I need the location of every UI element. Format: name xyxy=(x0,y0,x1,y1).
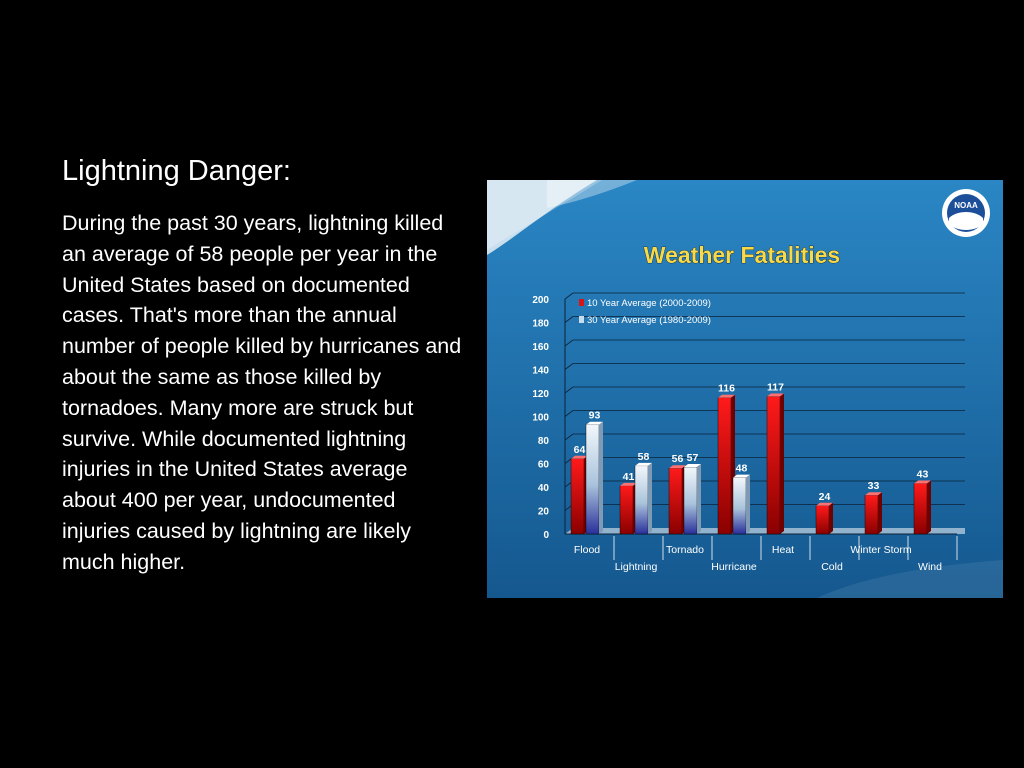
chart-canvas xyxy=(487,180,1003,598)
bar-side xyxy=(697,464,701,534)
y-tick-label: 120 xyxy=(532,389,549,400)
x-category-label: Heat xyxy=(771,544,795,556)
slide-title: Lightning Danger: xyxy=(62,155,291,187)
bar-value-label: 57 xyxy=(686,452,699,465)
y-tick-label: 80 xyxy=(537,436,549,447)
bar-value-label: 58 xyxy=(637,450,650,463)
bar xyxy=(586,425,599,534)
x-category-label: Cold xyxy=(821,561,843,573)
bar xyxy=(684,467,697,534)
x-category-label: Wind xyxy=(918,561,942,573)
y-tick-label: 60 xyxy=(537,459,549,471)
bar xyxy=(914,483,927,534)
legend-swatch xyxy=(579,316,584,323)
y-tick-label: 140 xyxy=(532,365,549,377)
legend-swatch xyxy=(579,299,584,306)
y-tick-label: 200 xyxy=(532,295,549,306)
noaa-logo-text: NOAA xyxy=(954,201,978,210)
bar xyxy=(620,486,633,534)
bar xyxy=(733,478,746,534)
bar-value-label: 93 xyxy=(588,409,601,422)
x-category-label: Hurricane xyxy=(711,561,757,573)
bar-value-label: 48 xyxy=(735,462,748,475)
bar-side xyxy=(648,463,652,534)
slide-body-text: During the past 30 years, lightning killed an average of 58 people per year in the United States based on documented cases. That's more than the annual number of people killed by hurricanes and about the same as those killed by tornadoes. Many more are struck but survive. While documented lightning injuries in the United States average about 400 per year, undocumented injuries caused by lightning are likely much higher. xyxy=(62,211,462,574)
bar-side xyxy=(746,475,750,534)
bar-value-label: 64 xyxy=(573,443,586,456)
legend-label: 30 Year Average (1980-2009) xyxy=(587,315,711,326)
y-tick-label: 180 xyxy=(532,318,549,330)
weather-fatalities-chart xyxy=(487,180,1003,598)
bar-side xyxy=(780,394,784,534)
bar-side xyxy=(599,422,603,534)
bar xyxy=(635,466,648,534)
x-category-label: Lightning xyxy=(614,561,658,573)
bar xyxy=(816,506,829,534)
bar xyxy=(865,495,878,534)
bar-value-label: 116 xyxy=(718,382,735,395)
y-tick-label: 0 xyxy=(543,530,549,541)
bar-value-label: 56 xyxy=(671,453,684,466)
bar xyxy=(767,397,780,534)
bar-side xyxy=(927,480,931,534)
bar-value-label: 24 xyxy=(818,490,831,503)
bar xyxy=(718,398,731,534)
noaa-logo xyxy=(942,189,990,237)
chart-title: Weather Fatalities xyxy=(643,242,841,268)
legend-label: 10 Year Average (2000-2009) xyxy=(587,298,711,309)
bar xyxy=(571,459,584,534)
x-category-label: Winter Storm xyxy=(850,544,912,556)
x-category-label: Flood xyxy=(573,544,601,556)
y-tick-label: 40 xyxy=(537,483,549,494)
bar-side xyxy=(829,503,833,534)
y-tick-label: 20 xyxy=(537,506,549,518)
bar-value-label: 41 xyxy=(622,470,635,483)
bar-value-label: 33 xyxy=(867,480,880,493)
bar-value-label: 117 xyxy=(767,381,784,394)
y-tick-label: 160 xyxy=(532,342,549,353)
bar-side xyxy=(878,492,882,534)
x-category-label: Tornado xyxy=(666,544,704,556)
y-tick-label: 100 xyxy=(532,412,549,424)
bar xyxy=(669,468,682,534)
bar-value-label: 43 xyxy=(916,468,929,481)
